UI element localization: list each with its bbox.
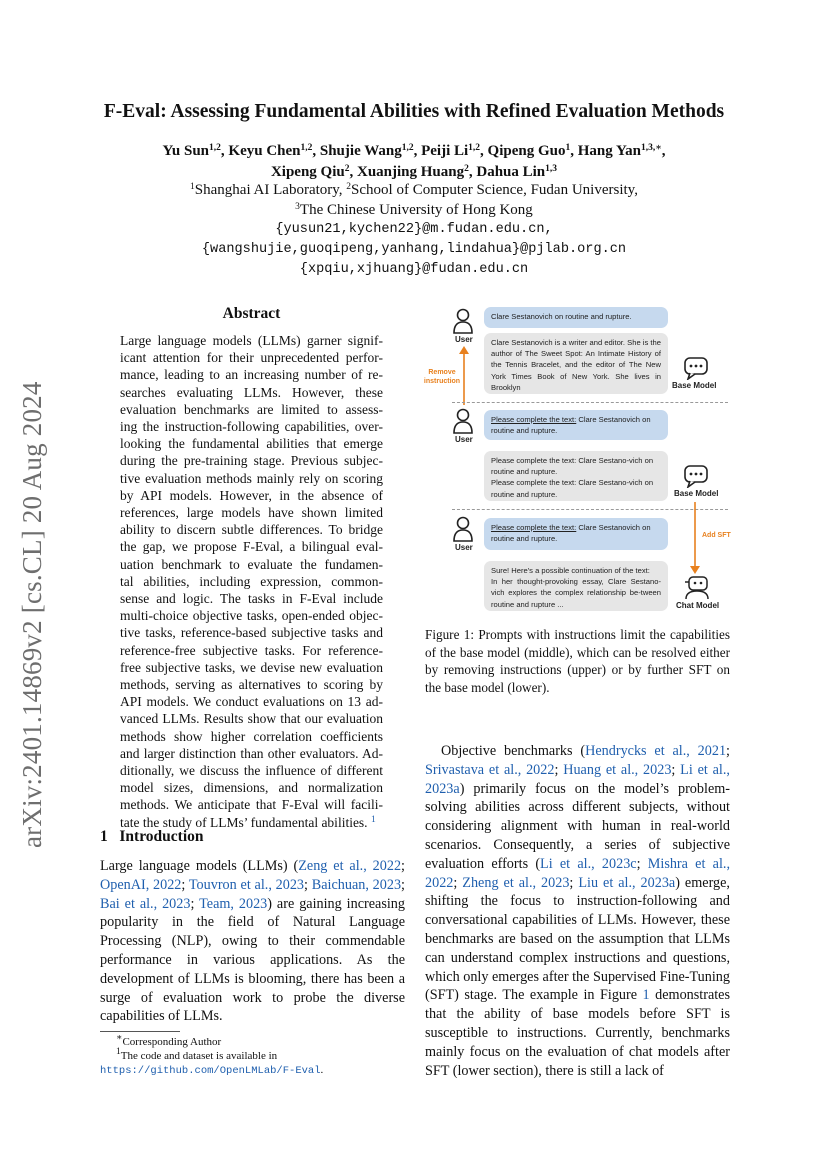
abstract-line: vanced LLMs. Results show that our evaluation [120,711,383,727]
abstract-line: icant attention for their unprecedented perfor- [120,350,383,366]
abstract-line: multi-choice objective tasks, open-ended objec- [120,608,383,624]
base-model-label-middle: Base Model [674,489,719,498]
citation-link[interactable]: Liu et al., 2023a [578,874,676,891]
abstract-line: reference-free subjective tasks. For reference- [120,642,383,658]
citation-link[interactable]: Baichuan, 2023 [311,876,402,893]
citation-link[interactable]: Srivastava et al., 2022 [425,761,555,778]
user-icon [452,408,474,434]
author-name: Shujie Wang [319,143,402,159]
author-line-2: Xipeng Qiu$^2$, Xuanjing Huang$^2$, Dahua Lin$^{1,3}$ [270,164,558,180]
intro-paragraph: Large language models (LLMs) (Zeng et al., 2022; OpenAI, 2022; Touvron et al., 2023; Baichuan, 2023; Bai et al., 2023; Team, 2023) are gaining increasing popularity in the field of Natural Language Processing (NLP), owing to their commendable performance in various applications. As the development of LLMs is blooming, there has been a surge of evaluation work to probe the diverse capabilities of LLMs. [100,858,405,1025]
abstract-line: mance, leading to an increasing number of re- [120,367,383,383]
user-label-upper: User [455,335,473,344]
abstract-body [120,332,383,831]
lower-model-output: Sure! Here's a possible continuation of the text: In her thought-provoking essay, Clare Sestano-vich explores the complex relationship be-tween routine and rupture ... [484,561,668,611]
author-affiliation-mark: 1,2 [401,143,414,153]
abstract-line: methods. We anticipate that F-Eval will facili- [120,797,383,813]
email-line-1: {yusun21,kychen22}@m.fudan.edu.cn, [275,222,553,237]
middle-user-prompt: Please complete the text: Clare Sestanovich on routine and rupture. [484,410,668,440]
author-name: Hang Yan [577,143,641,159]
right-column-paragraph: Objective benchmarks (Hendrycks et al., 2021; Srivastava et al., 2022; Huang et al., 2023; Li et al., 2023a) primarily focus on the model’s problem-solving abilities across different subjects, without considering alignment with human in real-world scenarios. Consequently, a series of subjective evaluation efforts (Li et al., 2023c; Mishra et al., 2022; Zheng et al., 2023; Liu et al., 2023a) emerge, shifting the focus to instruction-following and conversational capabilities of LLMs. However, these benchmarks are based on the assumption that LLMs can understand complex instructions and questions, which only emerges after the Supervised Fine-Tuning (SFT) stage. The example in Figure 1 demonstrates that the ability of base models before SFT is susceptible to instructions. Currently, benchmarks mainly focus on the evaluation of chat models after SFT (lower section), there is still a lack of [425,743,731,1079]
citation-link[interactable]: Team, 2023 [199,895,268,912]
code-link[interactable]: https://github.com/OpenLMLab/F-Eval [100,1065,321,1077]
abstract-line: sense and logic. The tasks in F-Eval include [120,591,383,607]
abstract-line: searches evaluating LLMs. However, these [120,384,383,400]
author-line-1: Yu Sun$^{1,2}$, Keyu Chen$^{1,2}$, Shujie Wang$^{1,2}$, Peiji Li$^{1,2}$, Qipeng Guo$^1$, Hang Yan$^{1,3,∗}$, [162,143,666,159]
arxiv-stamp: arXiv:2401.14869v2 [cs.CL] 20 Aug 2024 [17,381,47,848]
footnote-rule [100,1031,180,1032]
author-affiliation-mark: 1,3,∗ [640,143,662,153]
author-name: Keyu Chen [228,143,301,159]
author-name: Xuanjing Huang [356,164,465,180]
affiliation-line-2: $^3$The Chinese University of Hong Kong [295,202,533,218]
affiliation-line-1: $^1$Shanghai AI Laboratory, $^2$School of Computer Science, Fudan University, [190,182,638,198]
abstract-line: during the pre-training stage. Previous subjec- [120,453,383,469]
citation-link[interactable]: Li et al., 2023c [540,855,637,872]
footnote-code: $^1$The code and dataset is available in https://github.com/OpenLMLab/F-Eval. [100,1047,324,1077]
citation-link[interactable]: Touvron et al., 2023 [188,876,305,893]
citation-link[interactable]: OpenAI, 2022 [100,876,182,893]
author-name: Yu Sun [162,143,210,159]
abstract-line: model sizes, dimensions, and normalization [120,780,383,796]
user-label-middle: User [455,435,473,444]
divider-upper [452,402,728,403]
abstract-line: references, large models have shown limited [120,505,383,521]
user-icon [452,516,474,542]
chat-bubble-icon [683,356,709,380]
base-model-label-upper: Base Model [672,381,717,390]
citation-link[interactable]: Huang et al., 2023 [563,761,672,778]
abstract-line: tate the study of LLMs’ fundamental abilities. $^1$ [120,814,376,830]
author-name: Dahua Lin [476,164,546,180]
abstract-line: ditionally, we discuss the influence of different [120,763,383,779]
abstract-line: tive tasks, reference-based subjective tasks and [120,625,383,641]
author-name: Peiji Li [421,143,469,159]
paper-title: F-Eval: Assessing Fundamental Abilities with Refined Evaluation Methods [103,101,725,122]
remove-instruction-label: Remove instruction [423,369,461,385]
citation-link[interactable]: Mishra et al., 2022 [425,855,730,891]
abstract-line: by API models. However, in the absence of [120,487,383,503]
user-label-lower: User [455,543,473,552]
chat-model-label: Chat Model [676,601,720,610]
add-sft-label: Add SFT [702,532,731,539]
down-arrow-icon [688,500,702,576]
abstract-line: looking the fundamental abilities that emerge [120,436,383,452]
author-name: Xipeng Qiu [270,164,345,180]
chat-bubble-icon [683,464,709,488]
author-affiliation-mark: 1,2 [300,143,313,153]
email-line-3: {xpqiu,xjhuang}@fudan.edu.cn [299,262,529,277]
upper-model-output: Clare Sestanovich is a writer and editor. She is the author of The Sweet Spot: An Intimate History of the Tennis Bracelet, and the editor of The New York Times Book of New York. She lives in Brooklyn [484,333,668,394]
abstract-heading: Abstract [222,305,281,322]
author-affiliation-mark: 1 [565,143,571,153]
citation-link[interactable]: Zeng et al., 2022 [298,858,402,874]
middle-model-output: Please complete the text: Clare Sestano-vich on routine and rupture. Please complete the text: Clare Sestano-vich on routine and rupture. [484,451,668,501]
upper-user-prompt: Clare Sestanovich on routine and rupture. [484,307,668,328]
footnote-corresponding: ∗Corresponding Author [116,1033,222,1048]
divider-lower [452,509,728,510]
footnote-ref[interactable]: 1 [370,814,376,825]
citation-link[interactable]: 1 [642,987,650,1004]
abstract-line: tal abilities, including expression, common- [120,573,383,589]
abstract-line: methods show higher correlation coefficients [120,728,383,744]
user-icon [452,308,474,334]
chat-robot-icon [683,574,711,600]
figure-caption: Figure 1: Prompts with instructions limit the capabilities of the base model (middle), which can be resolved either by removing instructions (upper) or by further SFT on the base model (lower). [425,627,730,695]
author-affiliation-mark: 1,2 [209,143,221,153]
abstract-line: ing the instruction-following capabilities, over- [120,419,383,435]
abstract-line: Large language models (LLMs) garner signif- [120,333,383,348]
citation-link[interactable]: Hendrycks et al., 2021 [585,743,727,759]
abstract-line: uation benchmark to evaluate the fundamen- [120,556,383,572]
email-line-2: {wangshujie,guoqipeng,yanhang,lindahua}@pjlab.org.cn [201,242,627,257]
citation-link[interactable]: Li et al., 2023a [425,761,730,797]
section-heading-introduction: 1 Introduction [100,828,204,845]
abstract-line: evaluation benchmarks are limited to assess- [120,401,383,417]
abstract-line: methods, serving as alternatives to scoring by [120,677,383,693]
citation-link[interactable]: Zheng et al., 2023 [462,874,570,891]
author-affiliation-mark: 2 [344,164,350,174]
abstract-line: tive evaluation methods mainly rely on scoring [120,470,383,486]
abstract-line: ability to discern subtle differences. To bridge [120,522,383,538]
abstract-line: the gap, we propose F-Eval, a bilingual eval- [120,539,383,555]
author-affiliation-mark: 1,3 [545,164,558,174]
lower-user-prompt: Please complete the text: Clare Sestanovich on routine and rupture. [484,518,668,550]
author-affiliation-mark: 1,2 [468,143,481,153]
abstract-line: free subjective tasks, we devise new evaluation [120,659,383,675]
abstract-line: and larger distinction than other evaluators. Ad- [120,745,383,761]
citation-link[interactable]: Bai et al., 2023 [100,895,191,912]
abstract-line: API models. We conduct evaluations on 13 ad- [120,694,383,710]
author-affiliation-mark: 2 [464,164,469,174]
author-name: Qipeng Guo [487,143,566,159]
